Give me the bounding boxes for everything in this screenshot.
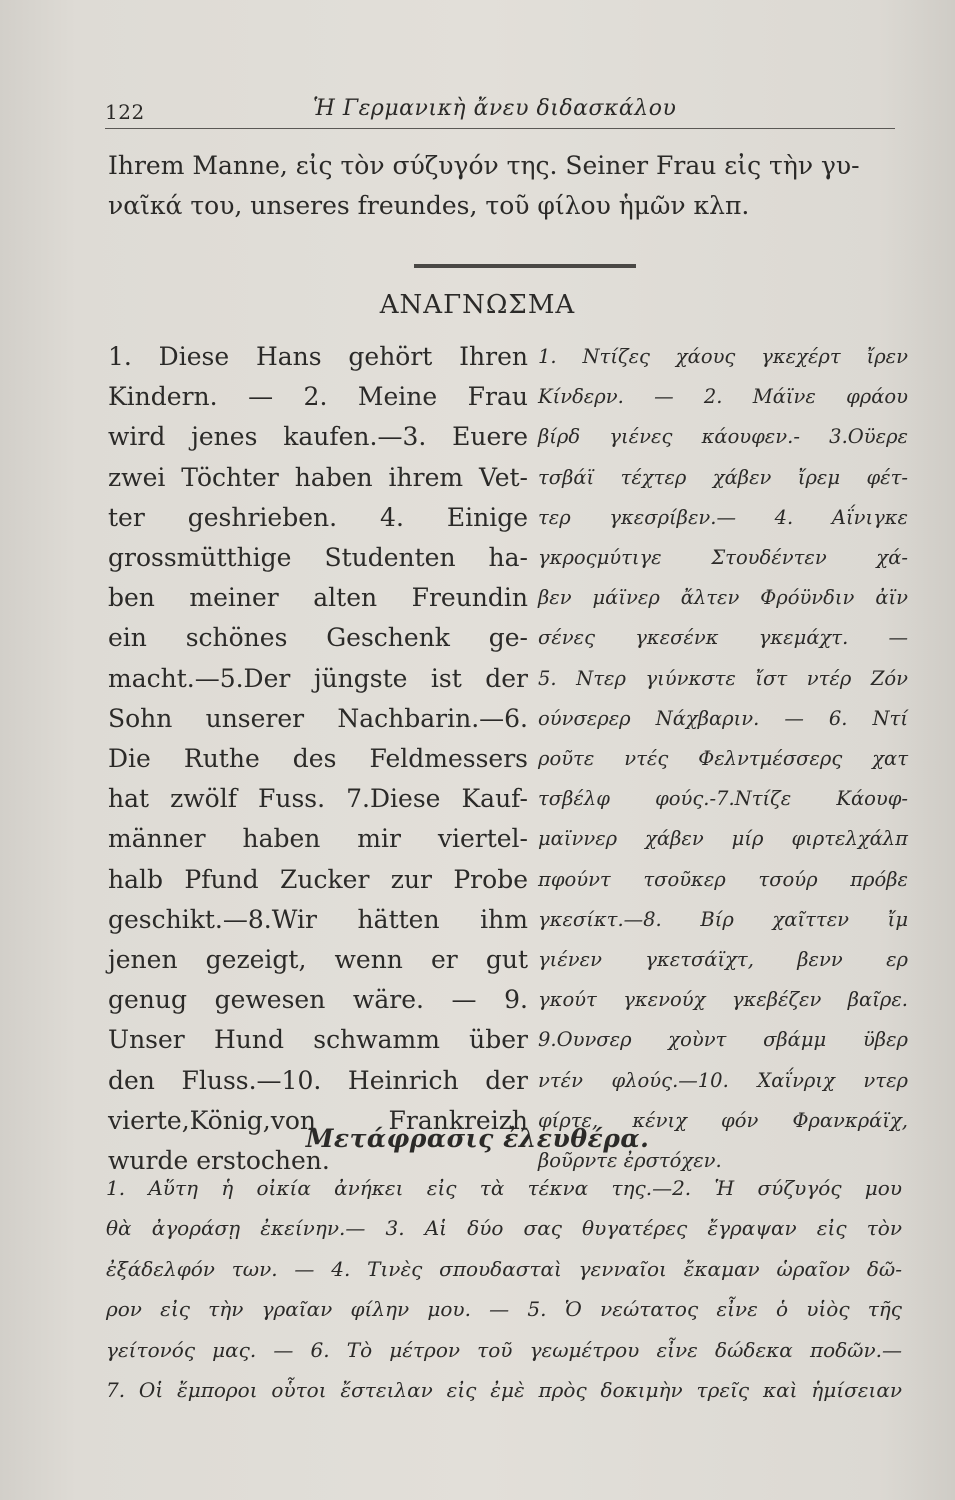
- header-rule: [105, 128, 895, 129]
- german-line: halb Pfund Zucker zur Probe: [108, 864, 528, 894]
- german-line: männer haben mir viertel-: [108, 824, 528, 854]
- pronunciation-line: γιένεν γκετσάϊχτ, βενν ερ: [538, 948, 908, 972]
- pronunciation-column: [538, 337, 908, 1181]
- german-line: genug gewesen wäre. — 9.: [108, 985, 528, 1015]
- section-title: ΑΝΑΓΝΩΣΜΑ: [379, 290, 576, 320]
- translation-line: 1. Αὕτη ἡ οἰκία ἀνήκει εἰς τὰ τέκνα της.—2. Ἡ σύζυγός μου: [106, 1176, 902, 1200]
- german-column: [108, 337, 528, 1181]
- german-line: wird jenes kaufen.—3. Euere: [108, 422, 528, 452]
- german-line: hat zwölf Fuss. 7.Diese Kauf-: [108, 784, 528, 814]
- german-line: grossmütthige Studenten ha-: [108, 543, 528, 573]
- translation-line: ἐξάδελφόν των. — 4. Τινὲς σπουδασταὶ γενναῖοι ἔκαμαν ὡραῖον δῶ-: [106, 1256, 902, 1281]
- german-line: jenen gezeigt, wenn er gut: [108, 945, 528, 975]
- pronunciation-line: βοῦρντε ἐρστόχεν.: [538, 1149, 722, 1173]
- page-header: [105, 96, 895, 130]
- german-line: wurde erstochen.: [108, 1146, 330, 1176]
- pronunciation-line: Κίνδερν. — 2. Μάϊνε φράου: [538, 385, 908, 409]
- german-line: Die Ruthe des Feldmessers: [108, 744, 528, 774]
- german-line: Kindern. — 2. Meine Frau: [108, 382, 528, 412]
- translation-paragraph: [106, 1168, 902, 1410]
- pronunciation-line: πφούντ τσοῦκερ τσούρ πρόβε: [538, 867, 908, 891]
- pronunciation-line: βίρδ γιένες κάουφεν.- 3.Οϋερε: [538, 425, 908, 449]
- german-line: ben meiner alten Freundin: [108, 583, 528, 613]
- pronunciation-line: γκροςμύτιγε Στουδέντεν χά-: [538, 546, 908, 570]
- running-title: Ἡ Γερμανικὴ ἄνευ διδασκάλου: [313, 96, 677, 121]
- german-line: macht.—5.Der jüngste ist der: [108, 663, 528, 693]
- translation-line: θὰ ἀγοράσῃ ἐκείνην.— 3. Αἱ δύο σας θυγατέρες ἔγραψαν εἰς τὸν: [106, 1216, 902, 1241]
- german-line: vierte,König,von Frankreizh: [108, 1105, 528, 1135]
- german-line: ein schönes Geschenk ge-: [108, 623, 528, 653]
- german-line: geschikt.—8.Wir hätten ihm: [108, 904, 528, 934]
- german-line: Sohn unserer Nachbarin.—6.: [108, 703, 528, 733]
- pronunciation-line: ροῦτε ντές Φελντμέσσερς χατ: [538, 747, 908, 771]
- german-line: ter geshrieben. 4. Einige: [108, 502, 528, 532]
- german-line: zwei Töchter haben ihrem Vet-: [108, 462, 528, 492]
- pronunciation-line: τσβάϊ τέχτερ χάβεν ἴρεμ φέτ-: [538, 465, 908, 489]
- german-line: 1. Diese Hans gehört Ihren: [108, 342, 528, 371]
- intro-line: ναῖκά του, unseres freundes, τοῦ φίλου ἡμῶν κλπ.: [108, 191, 750, 220]
- pronunciation-line: τερ γκεσρίβεν.— 4. Αΐνιγκε: [538, 505, 908, 529]
- pronunciation-line: 5. Ντερ γιύνκστε ἴστ ντέρ Ζόν: [538, 666, 908, 690]
- free-translation-heading: Μετάφρασις ἐλευθέρα.: [305, 1124, 650, 1153]
- translation-line: 7. Οἱ ἔμποροι οὗτοι ἔστειλαν εἰς ἐμὲ πρὸς δοκιμὴν τρεῖς καὶ ἡμίσειαν: [106, 1378, 902, 1403]
- pronunciation-line: τσβέλφ φούς.-7.Ντίζε Κάουφ-: [538, 787, 908, 811]
- german-line: den Fluss.—10. Heinrich der: [108, 1065, 528, 1095]
- page-number: 122: [105, 100, 145, 124]
- intro-line: Ihrem Manne, εἰς τὸν σύζυγόν της. Seiner Frau εἰς τὴν γυ-: [108, 151, 860, 180]
- intro-paragraph: [108, 146, 898, 226]
- section-divider: [414, 264, 636, 268]
- pronunciation-line: μαϊννερ χάβεν μίρ φιρτελχάλπ: [538, 827, 908, 851]
- pronunciation-line: ούνσερερ Νάχβαριν. — 6. Ντί: [538, 706, 908, 730]
- pronunciation-line: γκεσίκτ.—8. Βίρ χαῖττεν ἴμ: [538, 907, 908, 931]
- translation-line: γείτονός μας. — 6. Τὸ μέτρον τοῦ γεωμέτρου εἶνε δώδεκα ποδῶν.—: [106, 1337, 902, 1362]
- pronunciation-line: σένες γκεσένκ γκεμάχτ. —: [538, 626, 908, 650]
- pronunciation-line: 9.Ουνσερ χοὺντ σβάμμ ϋβερ: [538, 1028, 908, 1052]
- pronunciation-line: φίρτε, κένιχ φόν Φρανκράϊχ,: [538, 1108, 908, 1132]
- pronunciation-line: γκούτ γκενούχ γκεβέζεν βαῖρε.: [538, 988, 908, 1012]
- pronunciation-line: βεν μάϊνερ ἄλτεν Φρόϋνδιν ἀϊν: [538, 586, 908, 610]
- pronunciation-line: ντέν φλούς.—10. Χαΐνριχ ντερ: [538, 1068, 908, 1092]
- german-line: Unser Hund schwamm über: [108, 1025, 528, 1055]
- pronunciation-line: 1. Ντίζες χάους γκεχέρτ ἴρεν: [538, 345, 908, 368]
- translation-line: ρον εἰς τὴν γραῖαν φίλην μου. — 5. Ὁ νεώτατος εἶνε ὁ υἱὸς τῆς: [106, 1297, 902, 1322]
